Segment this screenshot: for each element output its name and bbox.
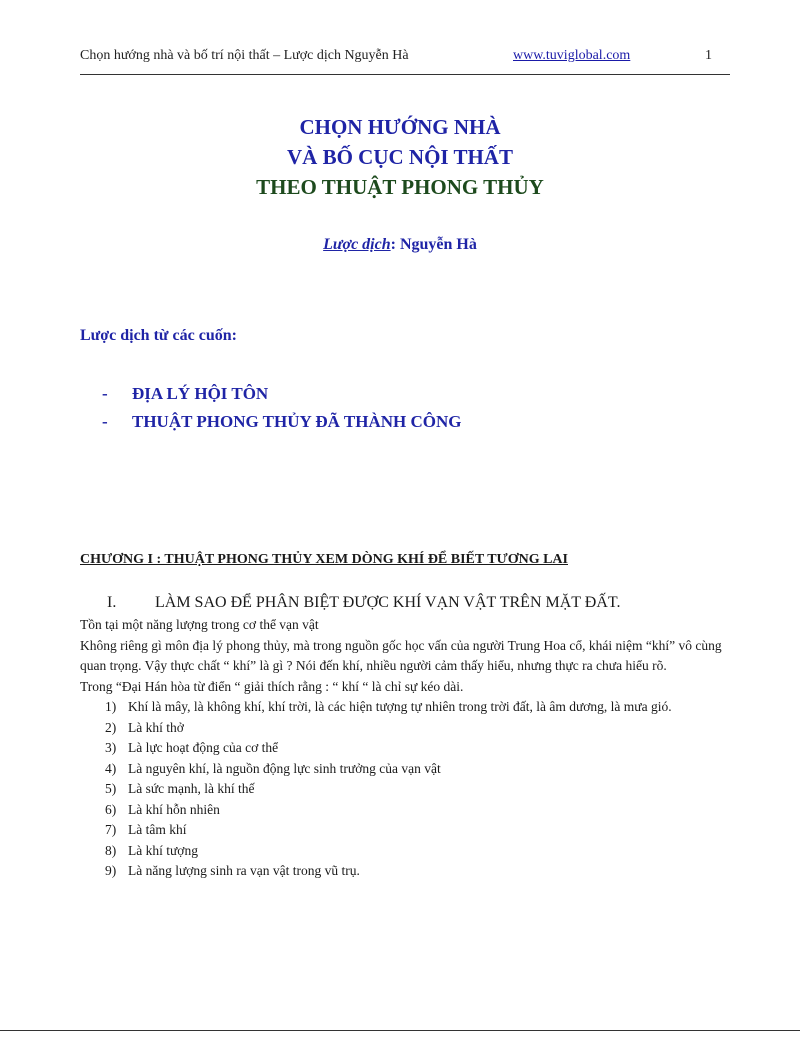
list-item xyxy=(80,697,730,718)
list-item-text: Là nguyên khí, là nguồn động lực sinh trưởng của vạn vật xyxy=(128,760,441,776)
list-item-number: 2) xyxy=(105,719,117,735)
source-item xyxy=(80,380,462,408)
translator-name: Nguyễn Hà xyxy=(399,236,477,253)
list-item-number: 1) xyxy=(105,699,117,714)
list-item xyxy=(80,800,730,821)
list-item xyxy=(80,718,730,739)
page-number: 1 xyxy=(705,48,712,63)
source-bullet: - xyxy=(102,412,108,431)
title-line-2: VÀ BỐ CỤC NỘI THẤT xyxy=(287,145,513,169)
list-item-text: Là sức mạnh, là khí thế xyxy=(128,781,255,796)
list-item xyxy=(80,861,730,882)
list-item-number: 9) xyxy=(105,863,117,878)
list-item-text: Là khí hỗn nhiên xyxy=(128,801,220,817)
source-title: THUẬT PHONG THỦY ĐÃ THÀNH CÔNG xyxy=(132,412,462,431)
list-item xyxy=(80,841,730,862)
paragraph: Trong “Đại Hán hòa từ điển “ giải thích rằng : “ khí “ là chỉ sự kéo dài. xyxy=(80,678,464,694)
list-item-number: 8) xyxy=(105,842,117,858)
list-item xyxy=(80,759,730,780)
title-line-3: THEO THUẬT PHONG THỦY xyxy=(256,175,544,199)
list-item-number: 5) xyxy=(105,781,117,796)
list-item-text: Là tâm khí xyxy=(128,822,187,837)
header-title: Chọn hướng nhà và bố trí nội thất – Lược dịch Nguyễn Hà xyxy=(80,48,409,63)
document-title xyxy=(0,112,800,202)
list-item-number: 6) xyxy=(105,801,117,817)
list-item-number: 7) xyxy=(105,822,117,837)
list-item xyxy=(80,738,730,759)
sources-list xyxy=(80,380,462,436)
header-website-link[interactable]: www.tuviglobal.com xyxy=(513,48,631,63)
translator-label: Lược dịch xyxy=(323,236,391,253)
list-item-text: Là khí tượng xyxy=(128,842,198,858)
list-item-number: 3) xyxy=(105,740,117,755)
source-bullet: - xyxy=(102,384,108,403)
list-item-text: Là khí thở xyxy=(128,719,184,735)
page-header xyxy=(80,48,730,68)
section-number: I. xyxy=(107,594,117,611)
body-text xyxy=(80,615,730,882)
footer-divider xyxy=(0,1030,800,1031)
source-title: ĐỊA LÝ HỘI TÔN xyxy=(132,384,269,403)
definition-list xyxy=(80,697,730,882)
paragraph: Không riêng gì môn địa lý phong thủy, mà trong nguồn gốc học vấn của người Trung Hoa cổ, khái niệm “khí” vô cùng quan trọng. Vậy thực chất “ khí” là gì ? Nói đến khí, nhiều người cảm thấy hiểu, nhưng thực ra chưa hiểu rõ. xyxy=(80,637,722,673)
translator-credit xyxy=(0,236,800,254)
list-item-text: Khí là mây, là không khí, khí trời, là các hiện tượng tự nhiên trong trời đất, là âm dương, là mưa gió. xyxy=(128,699,672,714)
list-item-number: 4) xyxy=(105,760,117,776)
sources-heading: Lược dịch từ các cuốn: xyxy=(80,327,237,344)
header-divider xyxy=(80,74,730,75)
section-heading xyxy=(107,594,620,612)
source-item xyxy=(80,408,462,436)
chapter-heading: CHƯƠNG I : THUẬT PHONG THỦY XEM DÒNG KHÍ ĐỂ BIẾT TƯƠNG LAI xyxy=(80,552,568,567)
list-item-text: Là lực hoạt động của cơ thể xyxy=(128,740,279,755)
list-item-text: Là năng lượng sinh ra vạn vật trong vũ trụ. xyxy=(128,863,360,878)
paragraph: Tồn tại một năng lượng trong cơ thể vạn vật xyxy=(80,617,319,632)
section-title: LÀM SAO ĐỂ PHÂN BIỆT ĐƯỢC KHÍ VẠN VẬT TRÊN MẶT ĐẤT. xyxy=(155,594,621,611)
title-line-1: CHỌN HƯỚNG NHÀ xyxy=(299,115,501,139)
list-item xyxy=(80,820,730,841)
list-item xyxy=(80,779,730,800)
translator-separator: : xyxy=(390,236,400,253)
